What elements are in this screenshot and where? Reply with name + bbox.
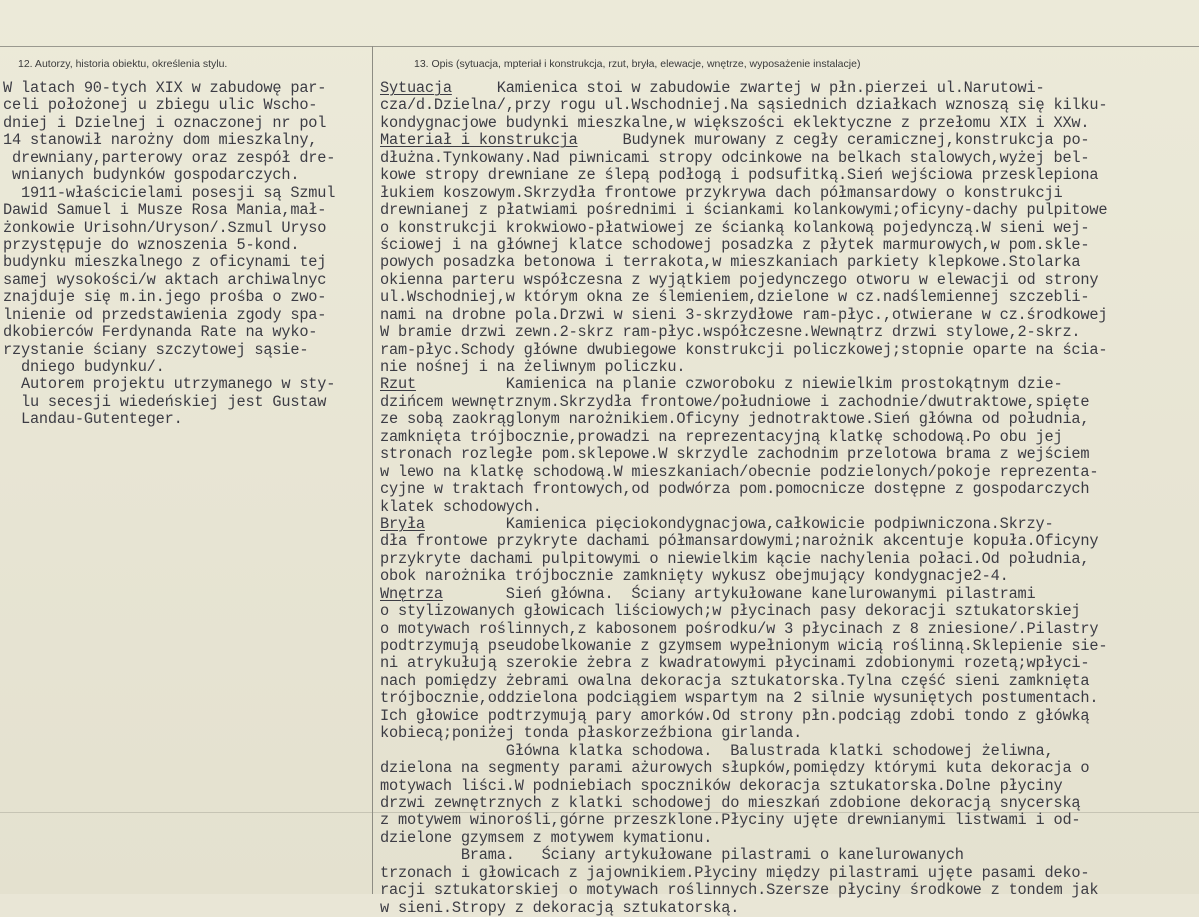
- right-text-line: dzielone gzymsem z motywem kymationu.: [380, 828, 713, 847]
- right-text-line: obok narożnika trójbocznie zamknięty wykusz obejmujący kondygnacje2-4.: [380, 567, 1009, 586]
- section-text: Kamienica stoi w zabudowie zwartej w płn.pierzei ul.Narutowi-: [451, 79, 1045, 97]
- right-column-header: 13. Opis (sytuacja, mpteriał i konstrukcja, rzut, bryła, elewacje, wnętrze, wyposażenie instalacje): [414, 58, 861, 70]
- right-text-line: okienna parteru współczesna z wyjątkiem pojedynczego otworu w elewacji od strony: [380, 270, 1099, 289]
- left-text-line: W latach 90-tych XIX w zabudowę par-: [3, 79, 327, 97]
- right-text-line: o konstrukcji krokwiowo-płatwiowej ze ścianką kolankową pojedynczą.W sieni wej-: [380, 218, 1090, 237]
- right-text-line: motywach liści.W podniebiach spoczników dekoracja sztukatorska.Dolne płyciny: [380, 776, 1063, 795]
- right-text-line: z motywem winorośli,górne przeszklone.Płyciny ujęte drewnianymi listwami i od-: [380, 811, 1081, 830]
- right-text-line: w lewo na klatkę schodową.W mieszkaniach/obecnie podzielonych/pokoje reprezenta-: [380, 462, 1099, 481]
- section-heading-line: [380, 132, 1107, 149]
- section-text: Budynek murowany z cegły ceramicznej,konstrukcja po-: [577, 131, 1090, 150]
- right-text-line: trzonach i głowicach z jajownikiem.Płyciny między pilastrami ujęte pasami deko-: [380, 863, 1090, 882]
- left-text-line: dniego budynku/.: [3, 358, 165, 376]
- section-label: Materiał i konstrukcja: [380, 131, 578, 150]
- left-column-header: 12. Autorzy, historia obiektu, określenia stylu.: [18, 58, 228, 70]
- section-text: Kamienica na planie czworoboku z niewielkim prostokątnym dzie-: [415, 375, 1063, 394]
- section-label: Wnętrza: [380, 584, 443, 603]
- column-divider: [372, 46, 373, 894]
- left-text-line: lnienie od przedstawienia zgody spa-: [3, 305, 327, 324]
- right-text-line: o stylizowanych głowicach liściowych;w płycinach pasy dekoracji sztukatorskiej: [380, 602, 1081, 621]
- right-text-line: Ich głowice podtrzymują pary amorków.Od strony płn.podciąg zdobi tondo z główką: [380, 706, 1090, 725]
- right-text-line: dła frontowe przykryte dachami półmansardowymi;narożnik akcentuje kopuła.Oficyny: [380, 532, 1099, 551]
- left-text-line: Dawid Samuel i Musze Rosa Mania,mał-: [3, 201, 327, 220]
- left-text-line: 14 stanowił narożny dom mieszkalny,: [3, 131, 318, 150]
- section-heading-line: [380, 586, 1107, 603]
- left-text-line: drewniany,parterowy oraz zespół dre-: [3, 148, 336, 167]
- right-text-line: powych posadzka betonowa i terrakota,w mieszkaniach parkiety klepkowe.Stolarka: [380, 253, 1081, 272]
- right-text-line: o motywach roślinnych,z kabosonem pośrodku/w 3 płycinach z 8 zniesione/.Pilastry: [380, 619, 1099, 638]
- header-rule: [0, 46, 1199, 47]
- left-text-line: Landau-Gutenteger.: [3, 410, 183, 429]
- section-heading-line: [380, 80, 1107, 97]
- left-text-line: żonkowie Urisohn/Uryson/.Szmul Uryso: [3, 218, 327, 237]
- left-text-line: dkobierców Ferdynanda Rate na wyko-: [3, 323, 318, 342]
- left-text-line: Autorem projektu utrzymanego w sty-: [3, 375, 336, 394]
- right-text-line: kobiecą;poniżej tonda płaskorzeźbiona girlanda.: [380, 724, 803, 743]
- right-text-line: zamknięta trójbocznie,prowadzi na reprezentacyjną klatkę schodową.Po obu jej: [380, 427, 1063, 446]
- right-text-line: drewnianej z płatwiami pośrednimi i ściankami kolankowymi;oficyny-dachy pulpitowe: [380, 201, 1108, 220]
- right-text-line: podtrzymują pseudobelkowanie z gzymsem wypełnionym wicią roślinną.Sklepienie sie-: [380, 637, 1108, 655]
- right-text-line: ze sobą zaokrąglonym narożnikiem.Oficyny jednotraktowe.Sień główna od południa,: [380, 410, 1090, 429]
- right-text-line: trójbocznie,oddzielona podciągiem wspartym na 2 silnie wysuniętych postumentach.: [380, 689, 1099, 708]
- right-text-line: dłużna.Tynkowany.Nad piwnicami stropy odcinkowe na belkach stalowych,wyżej bel-: [380, 148, 1090, 167]
- right-text-line: nach pomiędzy żebrami owalna dekoracja sztukatorska.Tylna część sieni zamknięta: [380, 671, 1090, 690]
- right-text-line: ram-płyc.Schody główne dwubiegowe konstrukcji policzkowej;stopnie oparte na ścia-: [380, 340, 1108, 359]
- left-column-text: [3, 80, 335, 429]
- right-text-line: w sieni.Stropy z dekoracją sztukatorską.: [380, 898, 740, 917]
- section-heading-line: [380, 376, 1107, 393]
- right-text-line: łukiem koszowym.Skrzydła frontowe przykrywa dach półmansardowy o konstrukcji: [380, 183, 1063, 202]
- right-text-line: racji sztukatorskiej o motywach roślinnych.Szersze płyciny środkowe z tondem jak: [380, 881, 1099, 900]
- section-label: Sytuacja: [380, 79, 452, 97]
- left-text-line: celi położonej u zbiegu ulic Wscho-: [3, 96, 318, 115]
- right-text-line: stronach rozległe pom.sklepowe.W skrzydle zachodnim przelotowa brama z wejściem: [380, 445, 1090, 464]
- right-text-line: drzwi zewnętrznych z klatki schodowej do mieszkań zdobione dekoracją snycerską: [380, 793, 1081, 812]
- right-text-line: przykryte dachami pulpitowymi o niewielkim kącie nachylenia połaci.Od południa,: [380, 549, 1090, 568]
- right-text-line: Główna klatka schodowa. Balustrada klatki schodowej żeliwna,: [380, 741, 1054, 760]
- left-text-line: 1911-właścicielami posesji są Szmul: [3, 183, 336, 202]
- right-text-line: ściowej i na głównej klatce schodowej posadzka z płytek marmurowych,w pom.skle-: [380, 235, 1090, 254]
- section-text: Kamienica pięciokondygnacjowa,całkowicie podpiwniczona.Skrzy-: [424, 514, 1054, 533]
- left-text-line: samej wysokości/w aktach archiwalnyc: [3, 270, 327, 289]
- right-text-line: dzińcem wewnętrznym.Skrzydła frontowe/południowe i zachodnie/dwutraktowe,spięte: [380, 392, 1090, 411]
- right-text-line: klatek schodowych.: [380, 497, 542, 516]
- right-text-line: nie nośnej i na żeliwnym policzku.: [380, 358, 686, 376]
- right-text-line: cyjne w traktach frontowych,od podwórza pom.pomocnicze dostępne z gospodarczych: [380, 480, 1090, 499]
- left-text-line: przystępuje do wznoszenia 5-kond.: [3, 235, 300, 254]
- right-text-line: kondygnacjowe budynki mieszkalne,w większości eklektyczne z przełomu XIX i XXw.: [380, 113, 1090, 132]
- left-text-line: lu secesji wiedeńskiej jest Gustaw: [3, 392, 327, 411]
- right-text-line: ni atrykułują szerokie żebra z kwadratowymi płycinami zdobionymi rozetą;wpłyci-: [380, 654, 1090, 673]
- left-text-line: dniej i Dzielnej i oznaczonej nr pol: [3, 113, 327, 132]
- left-text-line: znajduje się m.in.jego prośba o zwo-: [3, 288, 327, 307]
- right-text-line: ul.Wschodniej,w którym okna ze ślemieniem,dzielone w cz.nadślemiennej szczebli-: [380, 288, 1090, 307]
- right-text-line: W bramie drzwi zewn.2-skrz ram-płyc.współczesne.Wewnątrz drzwi stylowe,2-skrz.: [380, 323, 1081, 342]
- right-text-line: Brama. Ściany artykułowane pilastrami o kanelurowanych: [380, 846, 964, 865]
- left-text-line: budynku mieszkalnego z oficynami tej: [3, 253, 327, 272]
- left-text-line: rzystanie ściany szczytowej sąsie-: [3, 340, 309, 359]
- right-text-line: kowe stropy drewniane ze ślepą podłogą i podsufitką.Sień wejściowa przesklepiona: [380, 166, 1099, 185]
- right-column-text: [380, 80, 1107, 917]
- section-heading-line: [380, 516, 1107, 533]
- right-text-line: dzielona na segmenty parami ażurowych słupków,pomiędzy którymi kuta dekoracja o: [380, 759, 1090, 778]
- section-text: Sień główna. Ściany artykułowane kanelurowanymi pilastrami: [442, 584, 1036, 603]
- right-text-line: cza/d.Dzielna/,przy rogu ul.Wschodniej.Na sąsiednich działkach wznoszą się kilku-: [380, 96, 1108, 115]
- section-label: Bryła: [380, 514, 425, 533]
- right-text-line: nami na drobne pola.Drzwi w sieni 3-skrzydłowe ram-płyc.,otwierane w cz.środkowej: [380, 305, 1108, 324]
- section-label: Rzut: [380, 375, 416, 394]
- left-text-line: wnianych budynków gospodarczych.: [3, 166, 300, 185]
